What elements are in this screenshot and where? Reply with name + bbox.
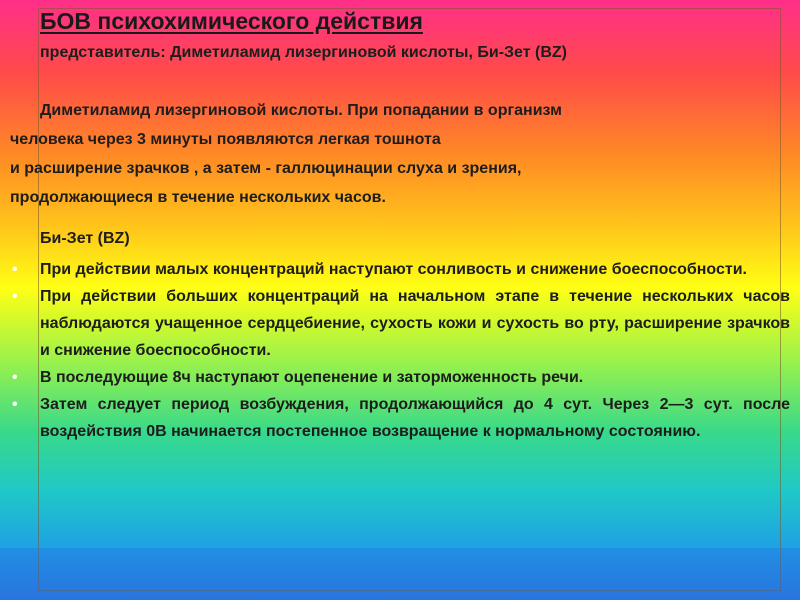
lsd-paragraph xyxy=(10,96,790,212)
slide-title: БОВ психохимического действия xyxy=(40,8,423,34)
bullet-item xyxy=(10,364,800,391)
paragraph-line: Диметиламид лизергиновой кислоты. При попадании в организм xyxy=(40,102,562,119)
bullet-text: Затем следует период возбуждения, продолжающийся до 4 сут. Через 2—3 сут. после воздействия 0В начинается постепенное возвращение к нормальному состоянию. xyxy=(40,396,790,440)
bullet-text: В последующие 8ч наступают оцепенение и заторможенность речи. xyxy=(40,369,584,386)
bullet-item xyxy=(10,283,800,364)
paragraph-line: продолжающиеся в течение нескольких часов. xyxy=(10,189,386,206)
paragraph-line: человека через 3 минуты появляются легкая тошнота xyxy=(10,131,441,148)
bullet-item xyxy=(10,256,800,283)
paragraph-line: и расширение зрачков , а затем - галлюцинации слуха и зрения, xyxy=(10,160,522,177)
bullet-text: При действии больших концентраций на начальном этапе в течение нескольких часов наблюдаются учащенное сердцебиение, сухость кожи и сухость во рту, расширение зрачков и снижение боеспособности. xyxy=(40,288,790,359)
bz-heading: Би-Зет (BZ) xyxy=(40,230,130,247)
bullet-icon: • xyxy=(12,396,18,413)
bottom-band xyxy=(0,548,800,600)
bullet-icon: • xyxy=(12,369,18,386)
bullet-item xyxy=(10,391,800,445)
bullet-icon: • xyxy=(12,261,18,278)
bullet-text: При действии малых концентраций наступают сонливость и снижение боеспособности. xyxy=(40,261,747,278)
bullet-icon: • xyxy=(12,288,18,305)
slide-subtitle: представитель: Диметиламид лизергиновой кислоты, Би-Зет (BZ) xyxy=(40,44,567,61)
bz-bullet-list xyxy=(10,256,800,445)
